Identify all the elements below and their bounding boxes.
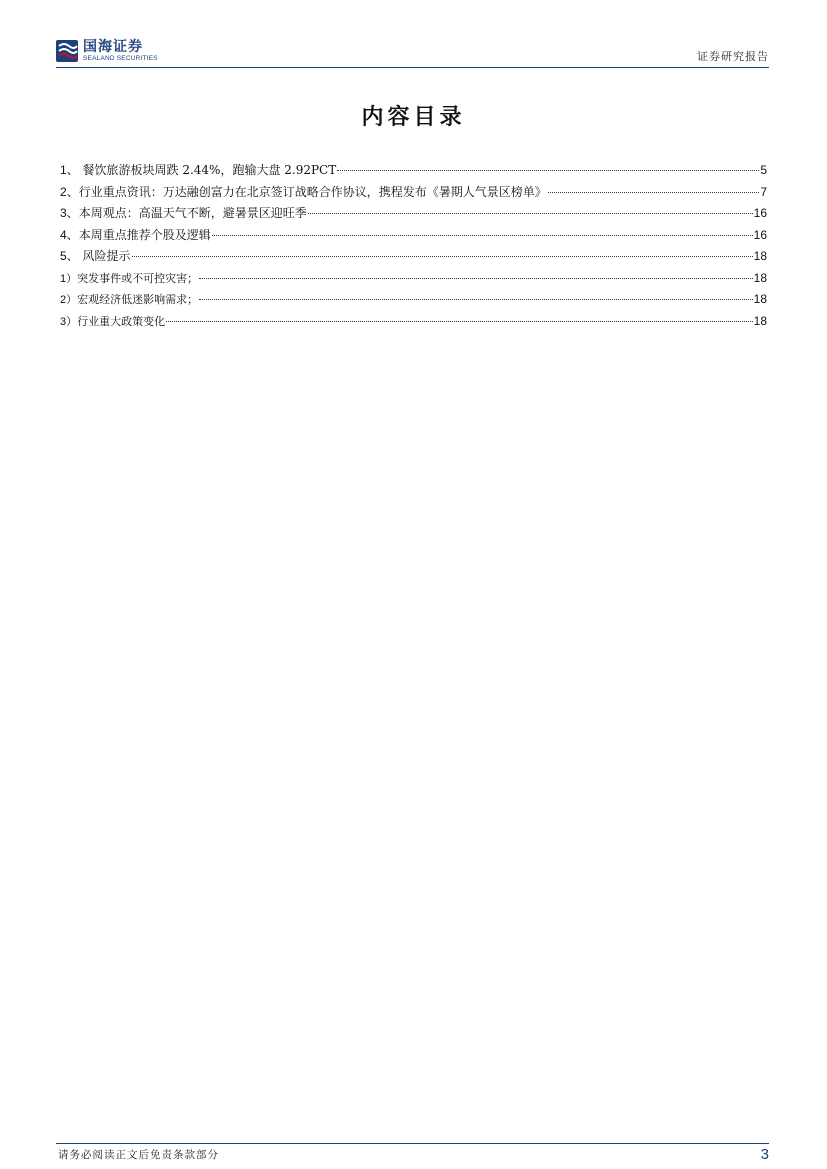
toc-dot-leader xyxy=(337,170,759,171)
toc-entry-title: 本周观点：高温天气不断，避暑景区迎旺季 xyxy=(78,206,307,220)
toc-entry-title: 餐饮旅游板块周跌 2.44%，跑输大盘 2.92PCT xyxy=(78,163,337,177)
table-of-contents xyxy=(60,160,767,332)
toc-dot-leader xyxy=(308,213,753,214)
toc-entry-page: 18 xyxy=(753,313,767,328)
toc-entry[interactable] xyxy=(60,225,767,247)
toc-entry-number: 4、 xyxy=(60,227,79,242)
toc-entry-page: 18 xyxy=(753,292,767,306)
toc-entry-number: 3） xyxy=(60,315,78,328)
toc-entry-number: 3、 xyxy=(60,206,79,220)
toc-subentry[interactable] xyxy=(60,268,767,290)
toc-entry-page: 7 xyxy=(760,184,767,199)
toc-entry[interactable] xyxy=(60,160,767,182)
toc-entry-number: 1） xyxy=(60,272,78,285)
toc-entry[interactable] xyxy=(60,182,767,204)
toc-entry-number: 2、 xyxy=(60,184,79,199)
toc-entry-page: 18 xyxy=(753,249,767,263)
toc-entry-title: 突发事件或不可控灾害； xyxy=(77,271,199,285)
toc-dot-leader xyxy=(199,299,753,300)
toc-entry-title: 行业重点资讯：万达融创富力在北京签订战略合作协议，携程发布《暑期人气景区榜单》 xyxy=(78,184,547,199)
toc-title: 内容目录 xyxy=(361,104,466,130)
footer-divider xyxy=(56,1143,769,1144)
logo-english-name: SEALAND SECURITIES xyxy=(83,54,158,62)
toc-subentry[interactable] xyxy=(60,289,767,311)
toc-entry-page: 5 xyxy=(760,163,767,177)
toc-entry-page: 16 xyxy=(753,206,767,220)
toc-entry-title: 宏观经济低迷影响需求； xyxy=(77,293,199,306)
header-divider xyxy=(56,67,769,68)
toc-entry-page: 16 xyxy=(753,227,767,242)
toc-entry-title: 风险提示 xyxy=(78,249,131,263)
toc-dot-leader xyxy=(132,256,753,257)
toc-dot-leader xyxy=(199,278,753,279)
toc-entry-page: 18 xyxy=(753,270,767,285)
page-header xyxy=(56,36,769,66)
disclaimer-note: 请务必阅读正文后免责条款部分 xyxy=(58,1149,219,1161)
toc-entry-number: 1、 xyxy=(60,163,79,177)
toc-dot-leader xyxy=(212,235,753,236)
sealand-logo-icon xyxy=(56,40,78,62)
toc-entry[interactable] xyxy=(60,203,767,225)
toc-entry-number: 2） xyxy=(60,294,78,306)
toc-subentry[interactable] xyxy=(60,311,767,333)
toc-entry-number: 5、 xyxy=(60,249,79,263)
toc-entry[interactable] xyxy=(60,246,767,268)
logo-chinese-name: 国海证券 xyxy=(83,38,143,55)
toc-dot-leader xyxy=(548,192,760,193)
report-type-label: 证券研究报告 xyxy=(697,50,769,63)
page-number: 3 xyxy=(760,1146,769,1163)
toc-dot-leader xyxy=(166,321,753,322)
toc-entry-title: 本周重点推荐个股及逻辑 xyxy=(78,227,211,242)
toc-entry-title: 行业重大政策变化 xyxy=(77,314,166,328)
company-logo xyxy=(56,36,158,66)
